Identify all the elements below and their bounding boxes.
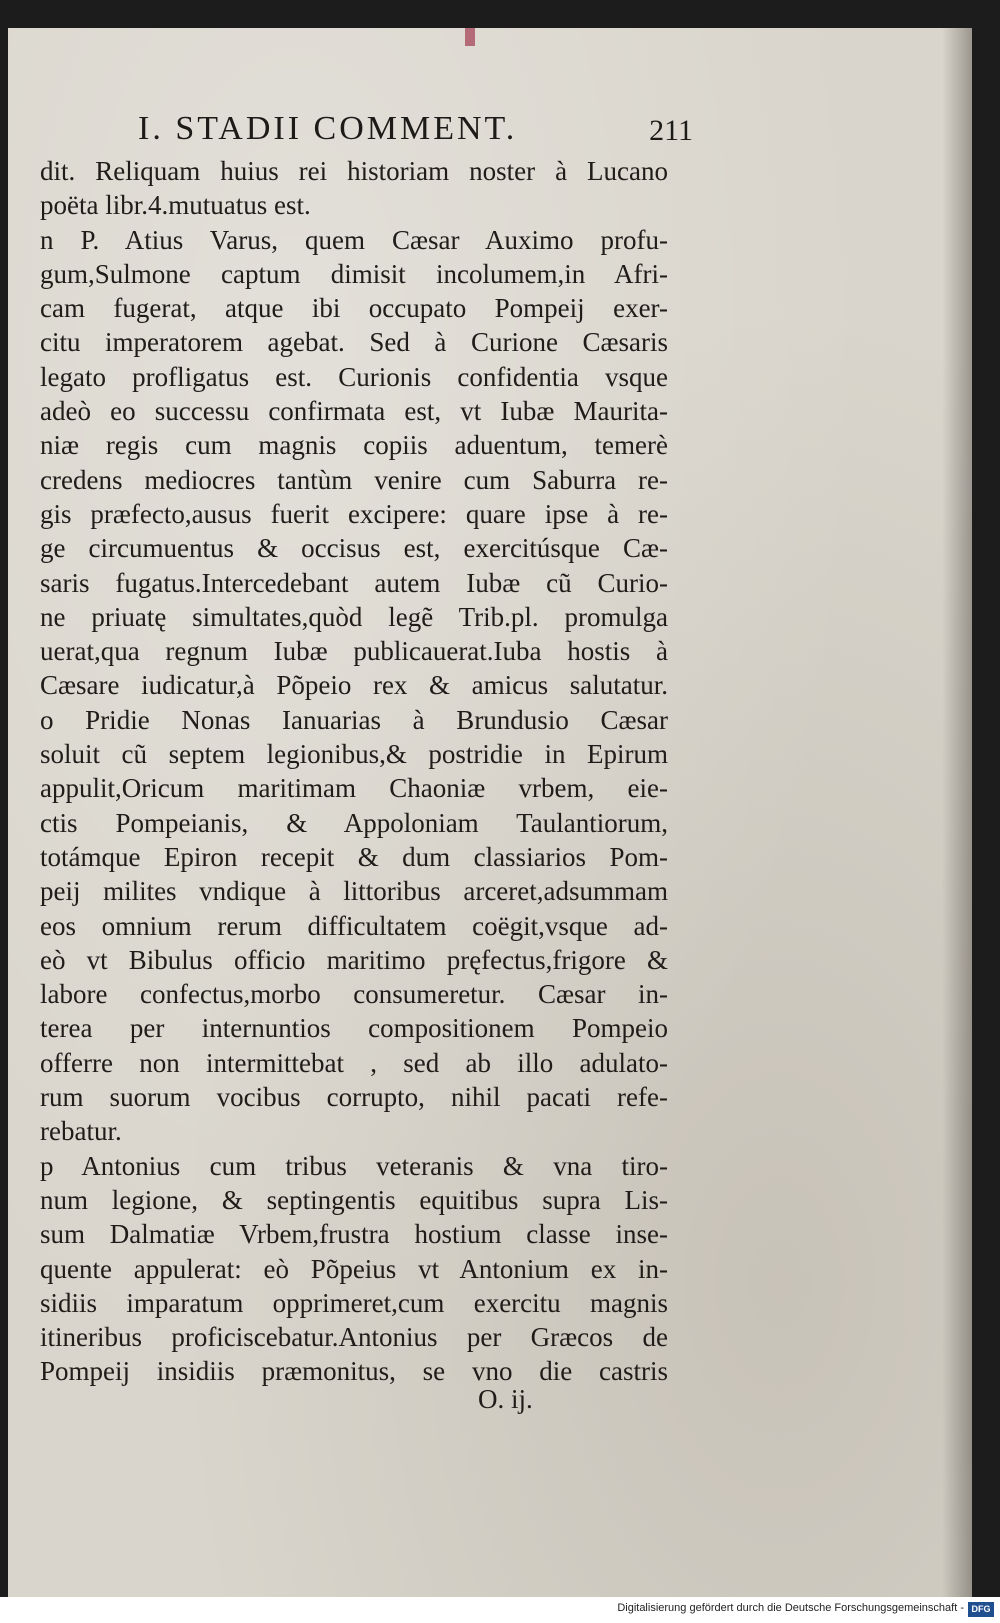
page-header	[138, 110, 693, 154]
text-line: terea per internuntios compositionem Pompeio	[40, 1013, 668, 1044]
text-line: eos omnium rerum difficultatem coëgit,vsque ad-	[40, 910, 668, 941]
text-line: rebatur.	[40, 1116, 122, 1147]
text-line: sidiis imparatum opprimeret,cum exercitu magnis	[40, 1287, 668, 1318]
text-line: Cæsare iudicatur,à Põpeio rex & amicus salutatur.	[40, 670, 668, 701]
text-line: quente appulerat: eò Põpeius vt Antonium ex in-	[40, 1253, 668, 1284]
text-line: Pompeij insidiis præmonitus, se vno die castris	[40, 1356, 668, 1387]
text-line: p Antonius cum tribus veteranis & vna tiro-	[40, 1150, 668, 1181]
text-line: cam fugerat, atque ibi occupato Pompeij exer-	[40, 293, 668, 324]
text-line: totámque Epiron recepit & dum classiarios Pom-	[40, 841, 668, 872]
dfg-logo: DFG	[968, 1602, 994, 1617]
running-title: I. STADII COMMENT.	[138, 110, 518, 147]
text-line: dit. Reliquam huius rei historiam noster à Lucano	[40, 156, 668, 186]
footer-credit-text: Digitalisierung gefördert durch die Deutsche Forschungsgemeinschaft -	[617, 1602, 964, 1614]
text-line: num legione, & septingentis equitibus supra Lis-	[40, 1184, 668, 1215]
text-line: uerat,qua regnum Iubæ publicauerat.Iuba hostis à	[40, 636, 668, 667]
text-line: labore confectus,morbo consumeretur. Cæsar in-	[40, 979, 668, 1010]
text-line: rum suorum vocibus corrupto, nihil pacati refe-	[40, 1082, 668, 1113]
text-line: o Pridie Nonas Ianuarias à Brundusio Cæsar	[40, 704, 668, 735]
text-line: eò vt Bibulus officio maritimo pręfectus,frigore &	[40, 944, 668, 975]
text-line: adeò eo successu confirmata est, vt Iubæ Maurita-	[40, 396, 668, 427]
text-line: poëta libr.4.mutuatus est.	[40, 190, 311, 221]
text-line: offerre non intermittebat , sed ab illo adulato-	[40, 1047, 668, 1078]
text-line: citu imperatorem agebat. Sed à Curione Cæsaris	[40, 327, 668, 358]
text-line: legato profligatus est. Curionis confidentia vsque	[40, 361, 668, 392]
text-line: appulit,Oricum maritimam Chaoniæ vrbem, eie-	[40, 773, 668, 804]
text-line: soluit cũ septem legionibus,& postridie in Epirum	[40, 739, 668, 770]
text-line: sum Dalmatiæ Vrbem,frustra hostium classe inse-	[40, 1219, 668, 1250]
text-line: niæ regis cum magnis copiis aduentum, temerè	[40, 430, 668, 461]
text-line: n P. Atius Varus, quem Cæsar Auximo profu-	[40, 224, 668, 255]
book-page	[8, 28, 972, 1597]
text-line: credens mediocres tantùm venire cum Saburra re-	[40, 464, 668, 495]
page-number: 211	[649, 114, 693, 147]
digitization-footer	[0, 1597, 1000, 1623]
text-line: ne priuatę simultates,quòd legẽ Trib.pl. promulga	[40, 601, 668, 632]
text-line: gum,Sulmone captum dimisit incolumem,in Afri-	[40, 258, 668, 289]
text-line: saris fugatus.Intercedebant autem Iubæ cũ Curio-	[40, 567, 668, 598]
body-text	[40, 154, 668, 1389]
text-line: peij milites vndique à littoribus arceret,adsummam	[40, 876, 668, 907]
text-line: gis præfecto,ausus fuerit excipere: quare ipse à re-	[40, 498, 668, 529]
text-line: ctis Pompeianis, & Appoloniam Taulantiorum,	[40, 807, 668, 838]
text-line: itineribus proficiscebatur.Antonius per Græcos de	[40, 1322, 668, 1353]
signature-mark: O. ij.	[478, 1384, 533, 1414]
page-gutter-shadow	[942, 28, 972, 1597]
text-line: ge circumuentus & occisus est, exercitúsque Cæ-	[40, 533, 668, 564]
ribbon-mark	[465, 28, 475, 46]
